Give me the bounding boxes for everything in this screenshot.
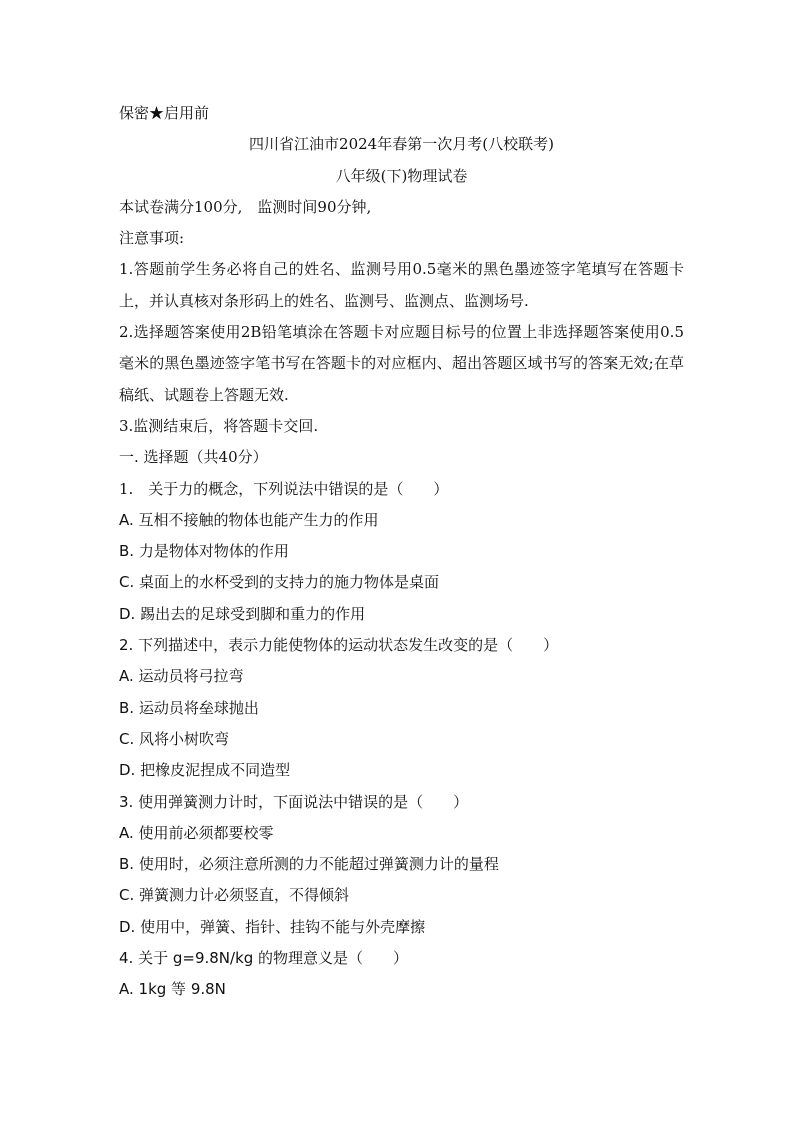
question-option: B. 运动员将垒球抛出	[119, 698, 259, 717]
exam-subtitle: 八年级(下)物理试卷	[335, 166, 468, 185]
notice-item-3: 3.监测结束后，将答题卡交回.	[119, 416, 319, 435]
question-option: B. 使用时，必须注意所测的力不能超过弹簧测力计的量程	[119, 855, 499, 874]
question-option: C. 风将小树吹弯	[119, 729, 230, 748]
score-time-info: 本试卷满分100分, 监测时间90分钟,	[119, 197, 372, 216]
confidential-label: 保密★启用前	[119, 104, 210, 122]
question-option: A. 互相不接触的物体也能产生力的作用	[119, 510, 379, 529]
exam-title: 四川省江油市2024年春第一次月考(八校联考)	[249, 135, 554, 154]
question-option: A. 使用前必须都要校零	[119, 823, 274, 842]
question-3	[119, 787, 684, 943]
question-1	[119, 474, 684, 630]
question-option: D. 使用中，弹簧、指针、挂钩不能与外壳摩擦	[119, 917, 426, 936]
notice-heading: 注意事项:	[119, 229, 185, 248]
question-stem: 2. 下列描述中，表示力能使物体的运动状态发生改变的是（ ）	[119, 636, 559, 655]
section-title: 一. 选择题（共40分）	[119, 448, 268, 467]
question-option: D. 踢出去的足球受到脚和重力的作用	[119, 604, 366, 623]
notice-item-1: 1.答题前学生务必将自己的姓名、监测号用0.5毫米的黑色墨迹签字笔填写在答题卡上，并认真核对条形码上的姓名、监测号、监测点、监测场号.	[119, 260, 684, 310]
question-4	[119, 943, 684, 1006]
notice-item-2: 2.选择题答案使用2B铅笔填涂在答题卡对应题目标号的位置上非选择题答案使用0.5毫米的黑色墨迹签字笔书写在答题卡的对应框内、超出答题区域书写的答案无效;在草稿纸、试题卷上答题无效.	[119, 323, 684, 404]
question-option: C. 桌面上的水杯受到的支持力的施力物体是桌面	[119, 573, 440, 592]
question-2	[119, 630, 684, 786]
exam-page	[119, 98, 684, 1006]
question-option: D. 把橡皮泥捏成不同造型	[119, 761, 291, 780]
question-option: A. 1kg 等 9.8N	[119, 980, 226, 999]
question-stem: 4. 关于 g=9.8N/kg 的物理意义是（ ）	[119, 949, 409, 968]
question-option: B. 力是物体对物体的作用	[119, 542, 289, 561]
question-option: C. 弹簧测力计必须竖直，不得倾斜	[119, 886, 350, 905]
question-stem: 3. 使用弹簧测力计时，下面说法中错误的是（ ）	[119, 792, 469, 811]
question-stem: 1. 关于力的概念，下列说法中错误的是（ ）	[119, 479, 449, 498]
question-option: A. 运动员将弓拉弯	[119, 667, 244, 686]
